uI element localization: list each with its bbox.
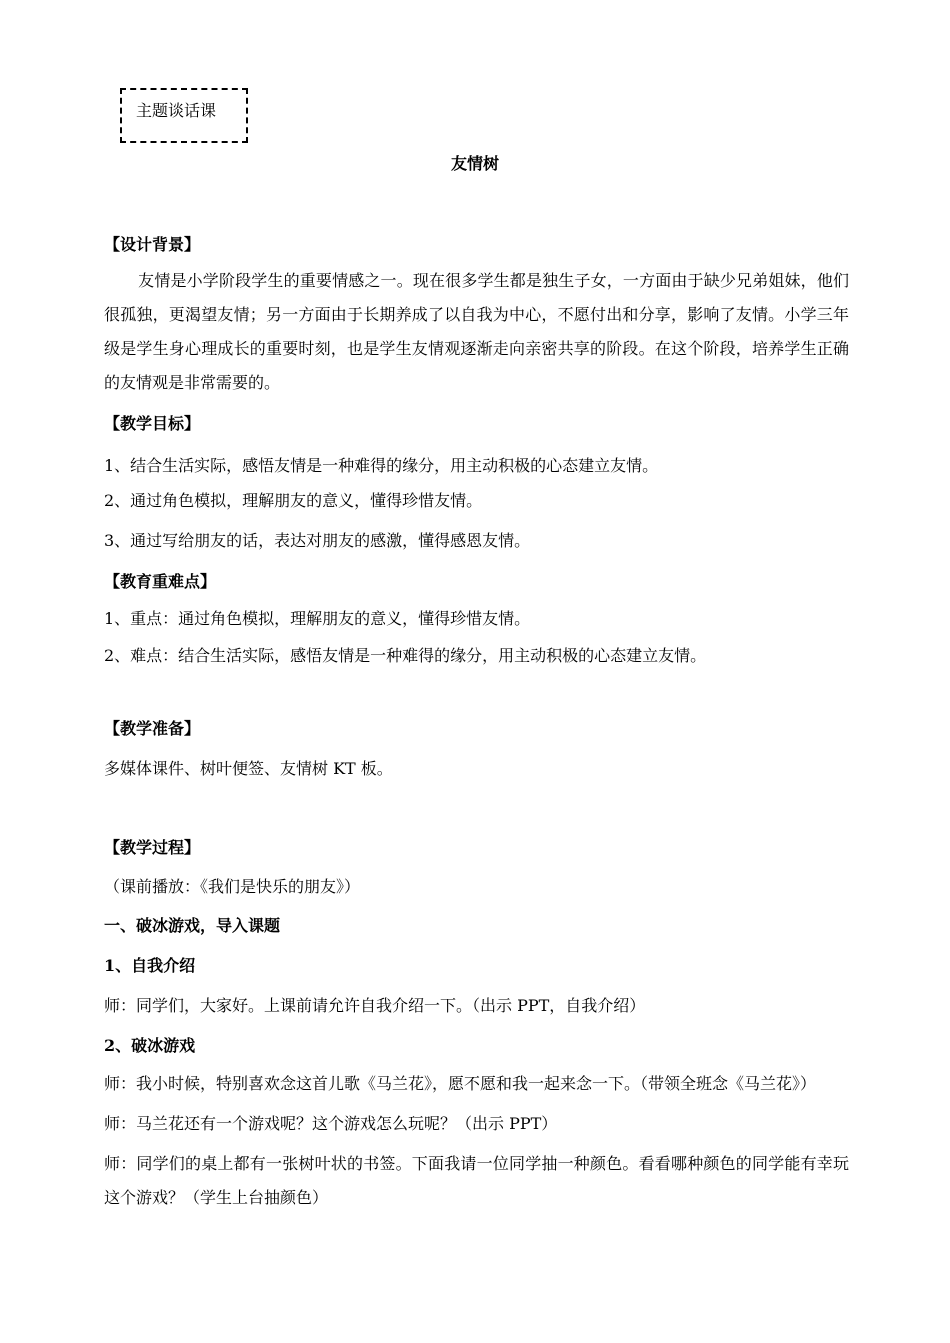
keypoint-item-1: 1、重点：通过角色模拟，理解朋友的意义，懂得珍惜友情。 <box>104 609 531 628</box>
background-text: 友情是小学阶段学生的重要情感之一。现在很多学生都是独生子女，一方面由于缺少兄弟姐妹，他们很孤独，更渴望友情；另一方面由于长期养成了以自我为中心，不愿付出和分享，影响了友情。小学三年级是学生身心理成长的重要时刻，也是学生友情观逐渐走向亲密共享的阶段。在这个阶段，培养学生正确的友情观是非常需要的。 <box>104 271 849 392</box>
part1-title: 一、破冰游戏，导入课题 <box>104 916 281 935</box>
prep-text: 多媒体课件、树叶便签、友情树 KT 板。 <box>104 759 393 778</box>
step2-line-3: 师：同学们的桌上都有一张树叶状的书签。下面我请一位同学抽一种颜色。看看哪种颜色的同学能有幸玩这个游戏？（学生上台抽颜色） <box>104 1154 849 1207</box>
step1-title: 1、自我介绍 <box>104 956 196 975</box>
document-title: 友情树 <box>450 154 499 173</box>
keypoint-item-2: 2、难点：结合生活实际，感悟友情是一种难得的缘分，用主动积极的心态建立友情。 <box>104 646 707 665</box>
heading-keypoints: 【教育重难点】 <box>104 572 217 591</box>
goal-item-1: 1、结合生活实际，感悟友情是一种难得的缘分，用主动积极的心态建立友情。 <box>104 456 659 475</box>
heading-process: 【教学过程】 <box>104 838 201 857</box>
heading-goals: 【教学目标】 <box>104 414 201 433</box>
step2-line-2: 师：马兰花还有一个游戏呢？这个游戏怎么玩呢？（出示 PPT） <box>104 1114 558 1133</box>
step1-line: 师：同学们，大家好。上课前请允许自我介绍一下。（出示 PPT，自我介绍） <box>104 996 646 1015</box>
goal-item-2: 2、通过角色模拟，理解朋友的意义，懂得珍惜友情。 <box>104 491 483 510</box>
lesson-type-box <box>120 88 248 143</box>
background-paragraph <box>104 264 849 400</box>
goal-item-3: 3、通过写给朋友的话，表达对朋友的感激，懂得感恩友情。 <box>104 531 531 550</box>
heading-background: 【设计背景】 <box>104 235 201 254</box>
step2-title: 2、破冰游戏 <box>104 1036 196 1055</box>
pre-class-note: （课前播放：《我们是快乐的朋友》） <box>104 877 361 896</box>
heading-prep: 【教学准备】 <box>104 719 201 738</box>
step2-line-1: 师：我小时候，特别喜欢念这首儿歌《马兰花》，愿不愿和我一起来念一下。（带领全班念《马兰花》） <box>104 1074 817 1093</box>
lesson-type-label: 主题谈话课 <box>136 101 217 120</box>
